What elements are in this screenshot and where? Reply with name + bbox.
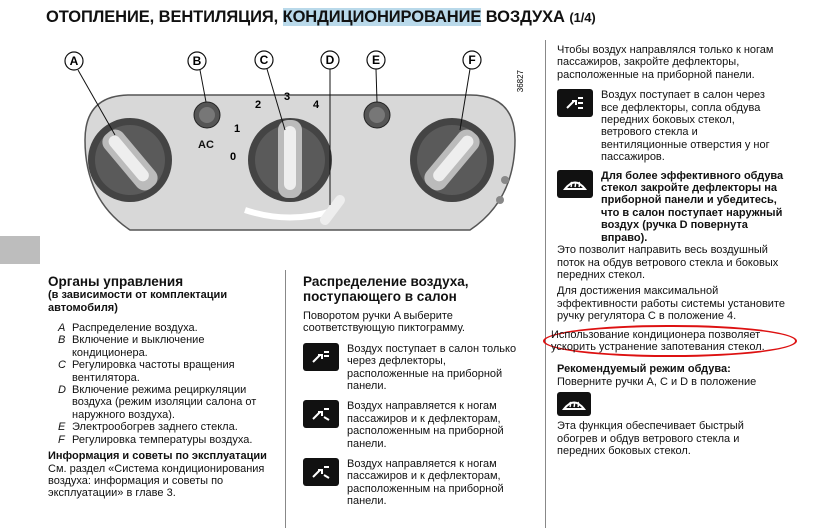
icon-row: Воздух направляется к ногам пассажиров и к дефлекторам, расположенным на приборной панели. bbox=[303, 458, 529, 508]
label-c: C bbox=[259, 53, 269, 67]
controls-heading: Органы управления bbox=[48, 274, 184, 289]
speed-2: 2 bbox=[255, 99, 262, 111]
list-item: C Регулировка частоты вращения вентилятора. bbox=[58, 359, 235, 384]
button-e bbox=[364, 102, 390, 128]
knob-a bbox=[88, 118, 172, 202]
final-text: Эта функция обеспечивает быстрый обогрев и обдув ветрового стекла и передних боковых стекол. bbox=[557, 420, 744, 458]
label-a: A bbox=[69, 54, 79, 68]
icon-row: Для более эффективного обдува стекол закройте дефлекторы на приборной панели и убедитесь, что в салон поступает наружный воздух (ручка D повернута вправо). bbox=[557, 170, 785, 244]
knob-f bbox=[410, 118, 494, 202]
speed-0: 0 bbox=[230, 151, 237, 163]
list-item: B Включение и выключение кондиционера. bbox=[58, 334, 205, 359]
page-title: ОТОПЛЕНИЕ, ВЕНТИЛЯЦИЯ, КОНДИЦИОНИРОВАНИЕ ВОЗДУХА (1/4) bbox=[46, 8, 596, 26]
icon-row: Воздух поступает в салон через все дефлекторы, сопла обдува передних боковых стекол, ветрового стекла и вентиляционные отверстия у ног пассажиров. bbox=[557, 89, 785, 163]
info-text: См. раздел «Система кондиционирования воздуха: информация и советы по эксплуатации» в главе 3. bbox=[48, 462, 265, 500]
list-item: F Регулировка температуры воздуха. bbox=[58, 433, 253, 446]
button-b bbox=[194, 102, 220, 128]
distribution-heading: Распределение воздуха, поступающего в салон bbox=[303, 274, 469, 304]
list-item: E Электрообогрев заднего стекла. bbox=[58, 421, 238, 434]
all-vents-icon bbox=[557, 89, 593, 117]
icon-row: Воздух поступает в салон только через дефлекторы, расположенные на приборной панели. bbox=[303, 343, 529, 393]
divider-2 bbox=[545, 40, 546, 528]
controls-subheading: (в зависимости от комплектации автомобиля) bbox=[48, 289, 228, 314]
knob-c bbox=[248, 118, 332, 202]
climate-panel-figure bbox=[60, 40, 530, 245]
p4: Для достижения максимальной эффективности работы системы установите ручку регулятора C в положение 4. bbox=[557, 285, 785, 323]
rec-text: Поверните ручки A, C и D в положение bbox=[557, 375, 757, 388]
speed-3: 3 bbox=[284, 91, 291, 103]
windshield-defrost-icon bbox=[557, 392, 591, 416]
feet-face-vent-icon bbox=[303, 400, 339, 428]
label-b: B bbox=[192, 54, 202, 68]
controls-section bbox=[48, 274, 274, 500]
label-f: F bbox=[468, 53, 476, 67]
windshield-defrost-icon bbox=[557, 170, 593, 198]
speed-1: 1 bbox=[234, 123, 241, 135]
p3: Это позволит направить весь воздушный поток на обдув ветрового стекла и боковых передних стекол. bbox=[557, 244, 779, 281]
face-vent-icon bbox=[303, 343, 339, 371]
list-item: A Распределение воздуха. bbox=[58, 322, 198, 334]
ac-label: AC bbox=[198, 139, 214, 151]
info-heading: Информация и советы по эксплуатации bbox=[48, 450, 267, 463]
list-item: D Включение режима рециркуляции воздуха (режим изоляции салона от наружного воздуха). bbox=[58, 384, 257, 421]
top-text: Чтобы воздух направлялся только к ногам пассажиров, закройте дефлекторы, расположенные на приборной панели. bbox=[557, 44, 774, 81]
distribution-intro: Поворотом ручки A выберите соответствующую пиктограмму. bbox=[303, 310, 465, 335]
figure-code: 36827 bbox=[516, 70, 525, 93]
rec-heading: Рекомендуемый режим обдува: bbox=[557, 363, 731, 376]
side-tab bbox=[0, 236, 40, 264]
label-d: D bbox=[325, 53, 335, 67]
divider-1 bbox=[285, 270, 286, 528]
speed-4: 4 bbox=[313, 99, 320, 111]
icon-row: Воздух направляется к ногам пассажиров и к дефлекторам, расположенным на приборной панели. bbox=[303, 400, 529, 450]
right-column bbox=[551, 44, 785, 458]
feet-face-vent-icon bbox=[303, 458, 339, 486]
label-e: E bbox=[371, 53, 381, 67]
distribution-section bbox=[303, 274, 529, 508]
circled-note: Использование кондиционера позволяет ускорить устранение запотевания стекол. bbox=[543, 325, 797, 358]
